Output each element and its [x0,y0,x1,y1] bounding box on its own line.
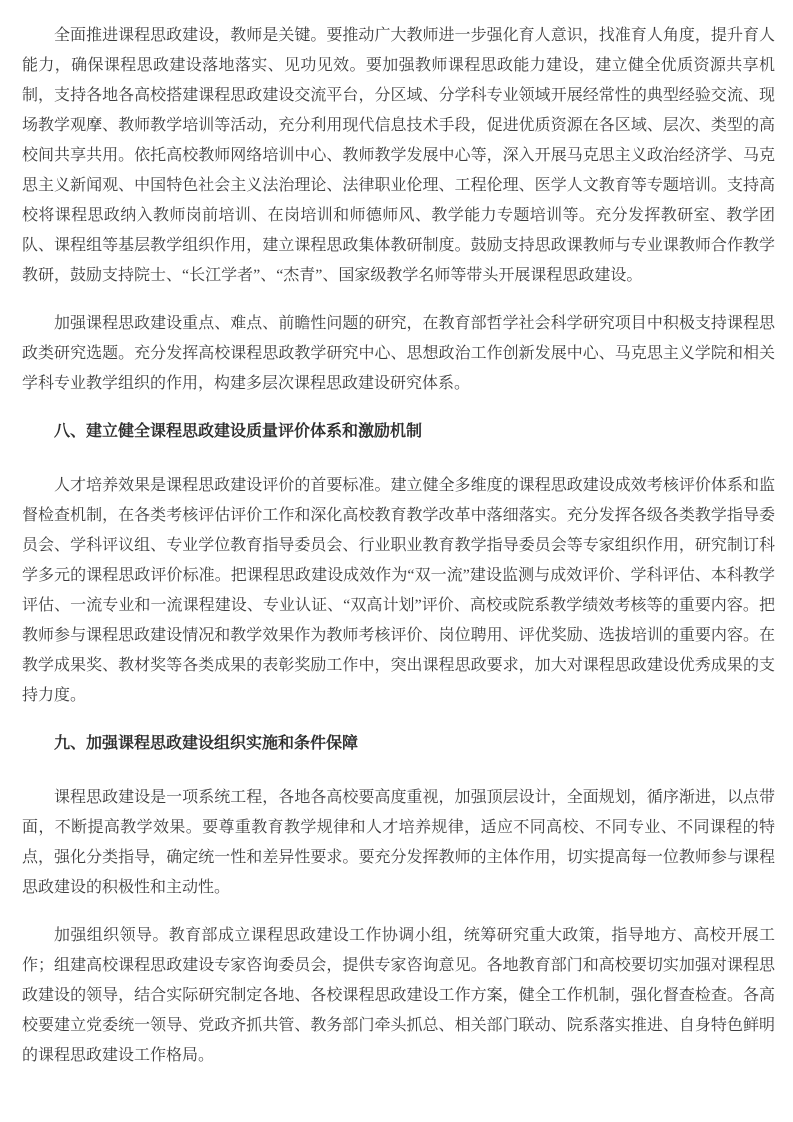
section-heading-8: 八、建立健全课程思政建设质量评价体系和激励机制 [54,423,423,440]
section-heading-9: 九、加强课程思政建设组织实施和条件保障 [54,735,359,752]
paragraph-teacher-key: 全面推进课程思政建设，教师是关键。要推动广大教师进一步强化育人意识，找准育人角度，提升育人能力，确保课程思政建设落地落实、见功见效。要加强教师课程思政能力建设，建立健全优质资源共享机制，支持各地各高校搭建课程思政建设交流平台，分区域、分学科专业领域开展经常性的典型经验交流、现场教学观摩、教师教学培训等活动，充分利用现代信息技术手段，促进优质资源在各区域、层次、类型的高校间共享共用。依托高校教师网络培训中心、教师教学发展中心等，深入开展马克思主义政治经济学、马克思主义新闻观、中国特色社会主义法治理论、法律职业伦理、工程伦理、医学人文教育等专题培训。支持高校将课程思政纳入教师岗前培训、在岗培训和师德师风、教学能力专题培训等。充分发挥教研室、教学团队、课程组等基层教学组织作用，建立课程思政集体教研制度。鼓励支持思政课教师与专业课教师合作教学教研，鼓励支持院士、“长江学者”、“杰青”、国家级教学名师等带头开展课程思政建设。 [22,27,775,284]
paragraph-research: 加强课程思政建设重点、难点、前瞻性问题的研究，在教育部哲学社会科学研究项目中积极支持课程思政类研究选题。充分发挥高校课程思政教学研究中心、思想政治工作创新发展中心、马克思主义学院和相关学科专业教学组织的作用，构建多层次课程思政建设研究体系。 [22,315,775,392]
paragraph-system-project: 课程思政建设是一项系统工程，各地各高校要高度重视，加强顶层设计，全面规划，循序渐进，以点带面，不断提高教学效果。要尊重教育教学规律和人才培养规律，适应不同高校、不同专业、不同课程的特点，强化分类指导，确定统一性和差异性要求。要充分发挥教师的主体作用，切实提高每一位教师参与课程思政建设的积极性和主动性。 [22,789,775,896]
paragraph-leadership: 加强组织领导。教育部成立课程思政建设工作协调小组，统筹研究重大政策，指导地方、高校开展工作；组建高校课程思政建设专家咨询委员会，提供专家咨询意见。各地教育部门和高校要切实加强对课程思政建设的领导，结合实际研究制定各地、各校课程思政建设工作方案，健全工作机制，强化督查检查。各高校要建立党委统一领导、党政齐抓共管、教务部门牵头抓总、相关部门联动、院系落实推进、自身特色鲜明的课程思政建设工作格局。 [22,927,775,1064]
paragraph-evaluation: 人才培养效果是课程思政建设评价的首要标准。建立健全多维度的课程思政建设成效考核评价体系和监督检查机制，在各类考核评估评价工作和深化高校教育教学改革中落细落实。充分发挥各级各类教学指导委员会、学科评议组、专业学位教育指导委员会、行业职业教育教学指导委员会等专家组织作用，研究制订科学多元的课程思政评价标准。把课程思政建设成效作为“双一流”建设监测与成效评价、学科评估、本科教学评估、一流专业和一流课程建设、专业认证、“双高计划”评价、高校或院系教学绩效考核等的重要内容。把教师参与课程思政建设情况和教学效果作为教师考核评价、岗位聘用、评优奖励、选拔培训的重要内容。在教学成果奖、教材奖等各类成果的表彰奖励工作中，突出课程思政要求，加大对课程思政建设优秀成果的支持力度。 [22,477,775,704]
